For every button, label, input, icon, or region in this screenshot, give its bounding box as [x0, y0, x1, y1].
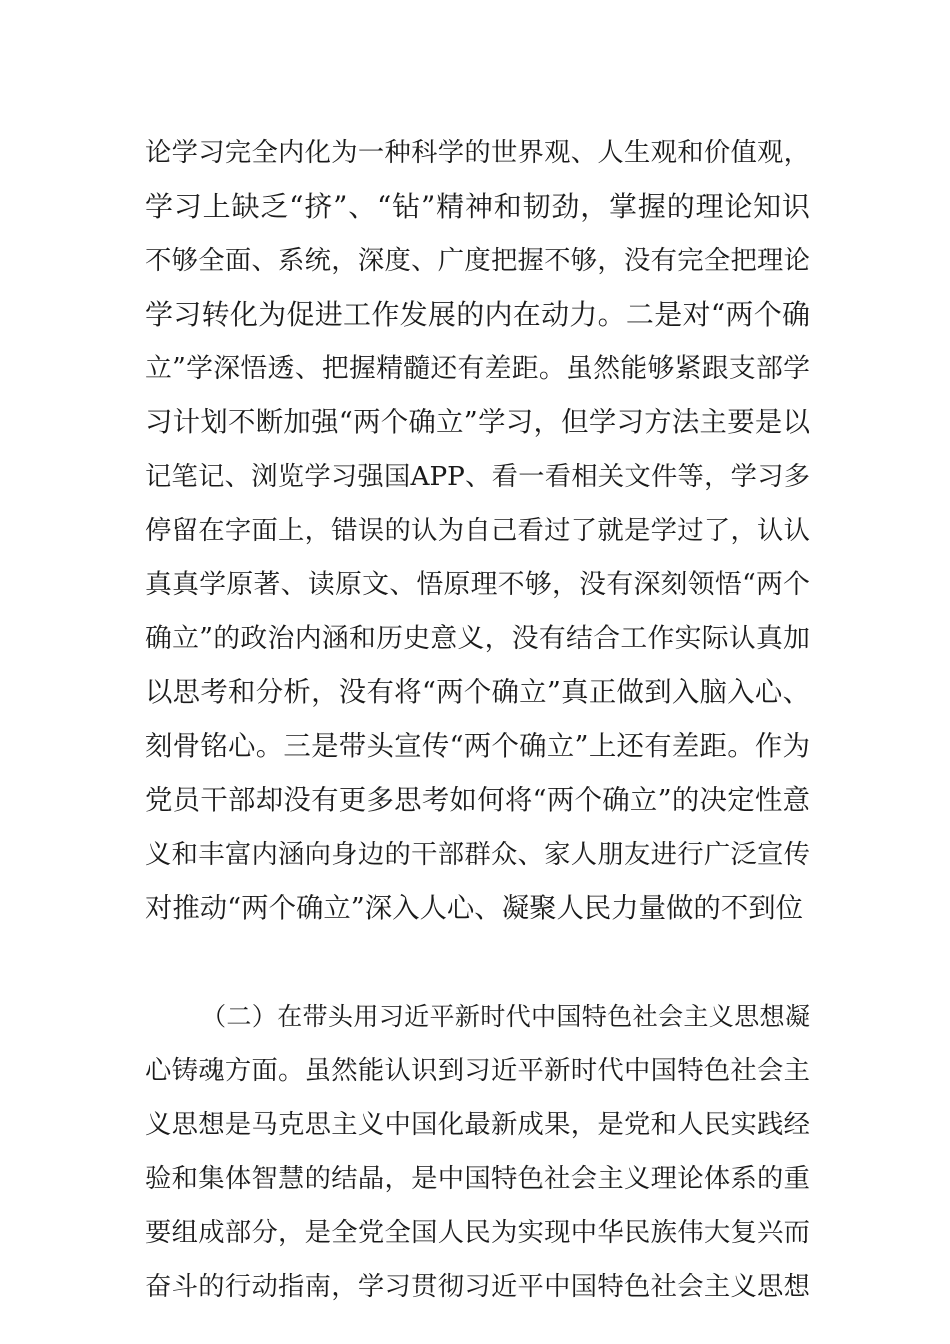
text-line: 确立”的政治内涵和历史意义，没有结合工作实际认真加: [145, 623, 810, 654]
text-line: 以思考和分析，没有将“两个确立”真正做到入脑入心、: [145, 677, 810, 708]
text-line: 验和集体智慧的结晶，是中国特色社会主义理论体系的重: [145, 1164, 810, 1194]
text-line: 记笔记、浏览学习强国APP、看一看相关文件等，学习多: [145, 462, 810, 492]
text-line: 刻骨铭心。三是带头宣传“两个确立”上还有差距。作为: [145, 731, 810, 762]
text-line: 义和丰富内涵向身边的干部群众、家人朋友进行广泛宣传: [145, 840, 810, 870]
text-line: 论学习完全内化为一种科学的世界观、人生观和价值观，: [145, 138, 810, 168]
text-line: 立”学深悟透、把握精髓还有差距。虽然能够紧跟支部学: [145, 353, 810, 384]
text-line: 党员干部却没有更多思考如何将“两个确立”的决定性意: [145, 785, 810, 816]
text-line: 对推动“两个确立”深入人心、凝聚人民力量做的不到位: [145, 893, 803, 924]
text-line: 真真学原著、读原文、悟原理不够，没有深刻领悟“两个: [145, 569, 810, 600]
text-line: 要组成部分，是全党全国人民为实现中华民族伟大复兴而: [145, 1218, 810, 1248]
text-line: 学习转化为促进工作发展的内在动力。二是对“两个确: [145, 298, 810, 331]
text-line: 停留在字面上，错误的认为自己看过了就是学过了，认认: [145, 516, 810, 546]
text-line: 奋斗的行动指南，学习贯彻习近平中国特色社会主义思想: [145, 1272, 810, 1302]
text-line: （二）在带头用习近平新时代中国特色社会主义思想凝: [201, 1002, 810, 1031]
text-line: 义思想是马克思主义中国化最新成果，是党和人民实践经: [145, 1110, 810, 1140]
text-line: 心铸魂方面。虽然能认识到习近平新时代中国特色社会主: [145, 1056, 810, 1086]
text-line: 不够全面、系统，深度、广度把握不够，没有完全把理论: [145, 246, 810, 276]
text-line: 习计划不断加强“两个确立”学习，但学习方法主要是以: [145, 407, 810, 438]
text-line: 学习上缺乏“挤”、“钻”精神和韧劲，掌握的理论知识: [145, 190, 810, 223]
